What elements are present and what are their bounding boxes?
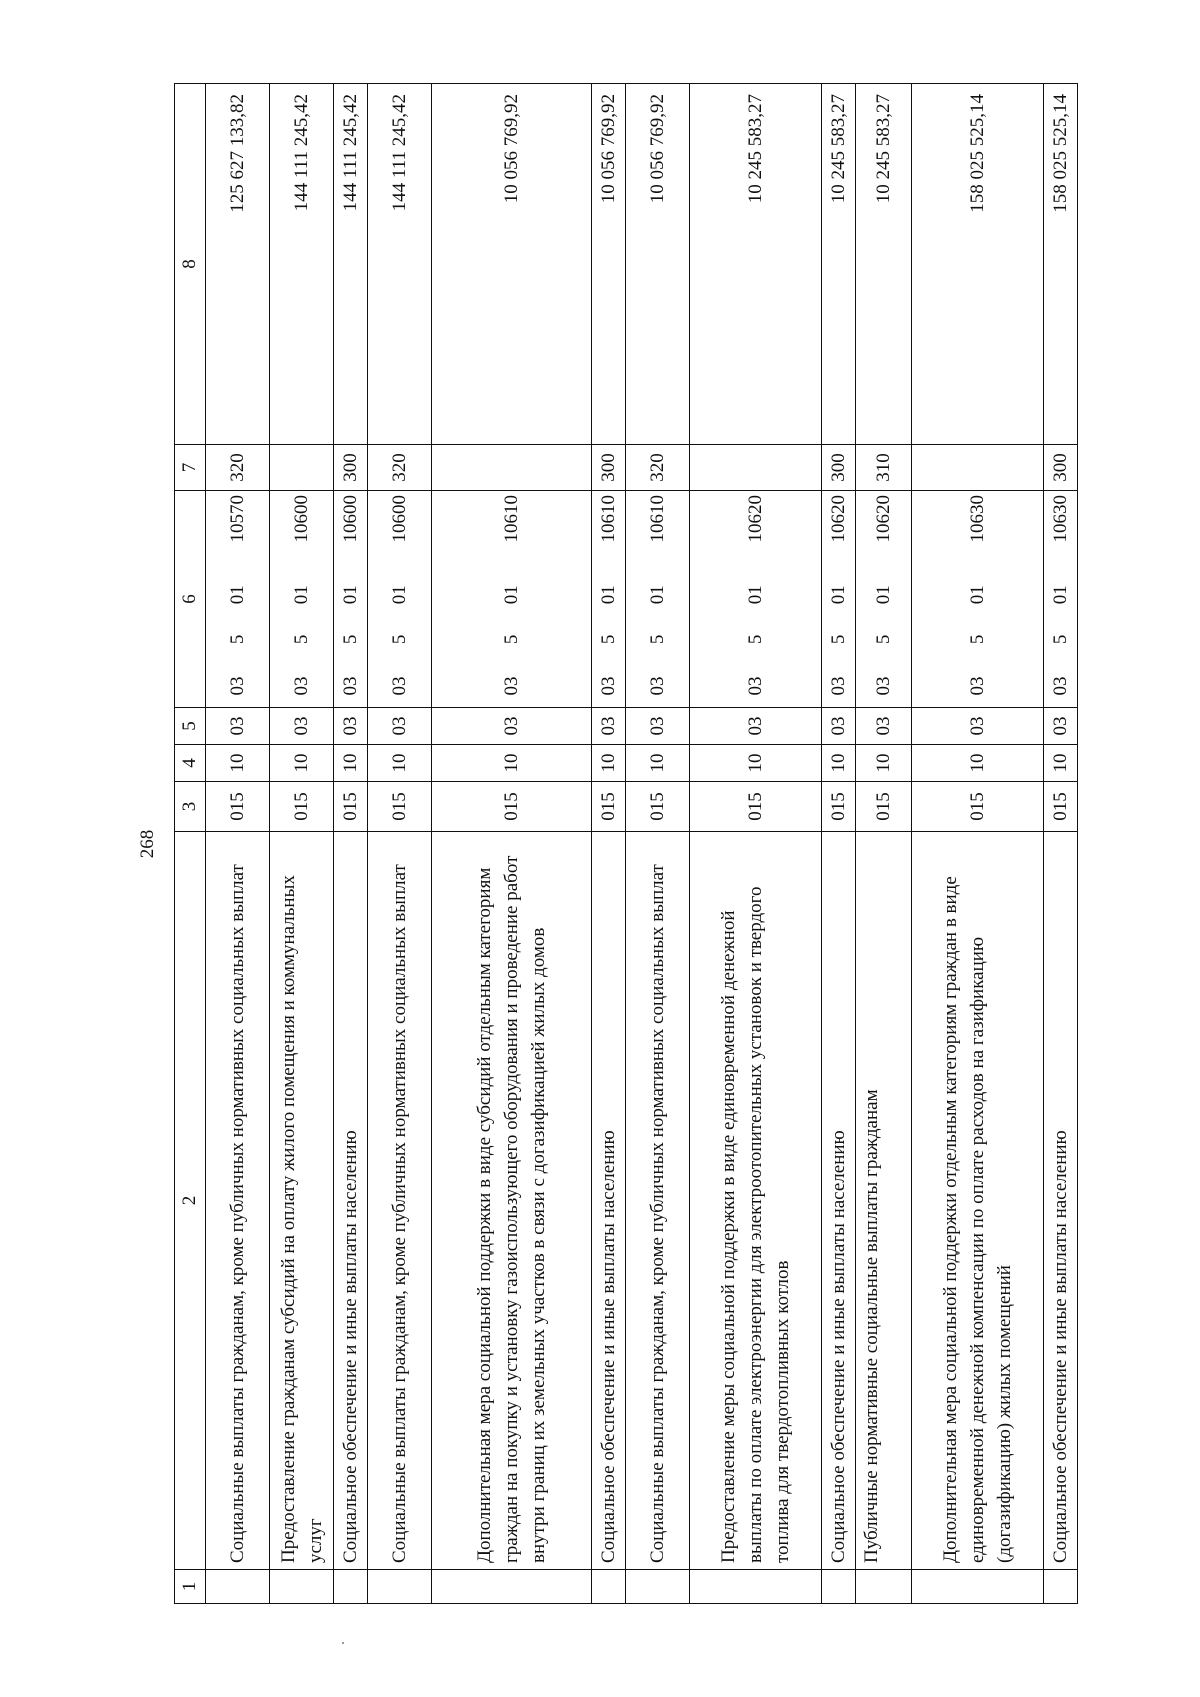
cell-col-5: 03 [912,708,1044,745]
code-part: 03 [226,676,248,696]
cell-col-5: 03 [822,708,856,745]
cell-col-6 [856,491,912,708]
code-part: 10620 [744,495,766,543]
cell-amount: 158 025 525,14 [1044,84,1078,445]
cell-col-1 [912,1570,1044,1604]
cell-col-1 [368,1570,432,1604]
table-row [432,84,592,1604]
header-row [175,84,206,1604]
header-col-5: 5 [175,708,206,745]
cell-col-5: 03 [270,708,334,745]
cell-amount: 158 025 525,14 [912,84,1044,445]
code-part: 10600 [339,495,361,543]
cell-col-5: 03 [206,708,270,745]
code-part: 5 [966,634,988,645]
code-part: 03 [966,676,988,696]
table-row [334,84,368,1604]
header-col-4: 4 [175,745,206,782]
cell-col-6 [270,491,334,708]
cell-col-1 [432,1570,592,1604]
cell-name: Социальное обеспечение и иные выплаты населению [822,832,856,1570]
budget-table [174,83,1078,1604]
code-part: 01 [597,585,619,605]
cell-col-4: 10 [270,745,334,782]
code-part: 01 [827,585,849,605]
cell-col-7: 320 [626,445,690,491]
code-part: 10630 [966,495,988,543]
cell-amount: 144 111 245,42 [334,84,368,445]
cell-col-5: 03 [334,708,368,745]
cell-amount: 10 245 583,27 [856,84,912,445]
cell-col-3: 015 [856,782,912,832]
table-row [856,84,912,1604]
code-part: 03 [290,676,312,696]
cell-col-3: 015 [1044,782,1078,832]
code-part: 01 [339,585,361,605]
cell-col-5: 03 [690,708,822,745]
code-part: 03 [597,676,619,696]
cell-col-7: 320 [368,445,432,491]
code-part: 5 [290,634,312,645]
cell-col-7: 300 [592,445,626,491]
code-part: 01 [226,585,248,605]
cell-col-7: 300 [334,445,368,491]
cell-col-4: 10 [1044,745,1078,782]
cell-col-4: 10 [206,745,270,782]
cell-col-3: 015 [270,782,334,832]
header-col-7: 7 [175,445,206,491]
code-part: 10630 [1049,495,1071,543]
code-part: 01 [872,585,894,605]
scan-speck [342,1642,344,1644]
code-part: 03 [744,676,766,696]
cell-amount: 10 245 583,27 [822,84,856,445]
table-row [206,84,270,1604]
code-part: 5 [827,634,849,645]
cell-col-1 [334,1570,368,1604]
code-part: 5 [744,634,766,645]
cell-amount: 144 111 245,42 [270,84,334,445]
code-part: 5 [388,634,410,645]
cell-col-7: 300 [822,445,856,491]
cell-col-4: 10 [626,745,690,782]
cell-name: Социальное обеспечение и иные выплаты населению [334,832,368,1570]
code-part: 10600 [290,495,312,543]
code-part: 10610 [646,495,668,543]
code-part: 03 [339,676,361,696]
code-part: 03 [1049,676,1071,696]
cell-col-6 [1044,491,1078,708]
cell-col-3: 015 [626,782,690,832]
header-col-6: 6 [175,491,206,708]
code-part: 01 [646,585,668,605]
cell-col-1 [856,1570,912,1604]
cell-col-5: 03 [626,708,690,745]
cell-col-3: 015 [432,782,592,832]
code-part: 10600 [388,495,410,543]
cell-col-6 [206,491,270,708]
cell-col-6 [626,491,690,708]
cell-amount: 144 111 245,42 [368,84,432,445]
table-row [690,84,822,1604]
cell-col-4: 10 [822,745,856,782]
cell-amount: 125 627 133,82 [206,84,270,445]
cell-name: Социальное обеспечение и иные выплаты населению [1044,832,1078,1570]
code-part: 03 [388,676,410,696]
table-row [822,84,856,1604]
code-part: 03 [872,676,894,696]
code-part: 01 [388,585,410,605]
cell-name: Социальное обеспечение и иные выплаты населению [592,832,626,1570]
header-col-3: 3 [175,782,206,832]
code-part: 03 [500,676,522,696]
cell-col-1 [626,1570,690,1604]
cell-col-5: 03 [432,708,592,745]
code-part: 10620 [827,495,849,543]
cell-col-3: 015 [912,782,1044,832]
code-part: 5 [226,634,248,645]
cell-name: Социальные выплаты гражданам, кроме публичных нормативных социальных выплат [206,832,270,1570]
cell-col-7: 300 [1044,445,1078,491]
cell-name: Дополнительная мера социальной поддержки в виде субсидий отдельным категориям граждан на покупку и установку газоиспользующего оборудования и проведение работ внутри границ их земельных участков в связи с догазификацией жилых домов [432,832,592,1570]
code-part: 03 [827,676,849,696]
header-col-1: 1 [175,1570,206,1604]
table-row [270,84,334,1604]
rotated-page [134,84,1144,1604]
cell-col-6 [432,491,592,708]
cell-col-4: 10 [856,745,912,782]
cell-col-5: 03 [368,708,432,745]
cell-col-3: 015 [334,782,368,832]
cell-col-4: 10 [912,745,1044,782]
cell-col-7: 310 [856,445,912,491]
cell-col-6 [822,491,856,708]
cell-name: Дополнительная мера социальной поддержки отдельным категориям граждан в виде единовременной денежной компенсации по оплате расходов на газификацию (догазификацию) жилых помещений [912,832,1044,1570]
table-row [1044,84,1078,1604]
code-part: 01 [500,585,522,605]
cell-col-6 [368,491,432,708]
cell-col-5: 03 [592,708,626,745]
cell-name: Предоставление меры социальной поддержки в виде единовременной денежной выплаты по оплате электроэнергии для электроотопительных установок и твердого топлива для твердотопливных котлов [690,832,822,1570]
header-col-8: 8 [175,84,206,445]
code-part: 01 [744,585,766,605]
cell-col-3: 015 [592,782,626,832]
cell-col-7 [690,445,822,491]
cell-col-4: 10 [432,745,592,782]
cell-name: Публичные нормативные социальные выплаты гражданам [856,832,912,1570]
cell-amount: 10 056 769,92 [592,84,626,445]
cell-col-6 [592,491,626,708]
cell-name: Предоставление гражданам субсидий на оплату жилого помещения и коммунальных услуг [270,832,334,1570]
cell-col-3: 015 [368,782,432,832]
code-part: 5 [646,634,668,645]
cell-col-4: 10 [334,745,368,782]
cell-amount: 10 245 583,27 [690,84,822,445]
page-number: 268 [137,829,158,859]
cell-amount: 10 056 769,92 [626,84,690,445]
code-part: 10610 [597,495,619,543]
cell-col-4: 10 [690,745,822,782]
code-part: 5 [597,634,619,645]
cell-col-1 [1044,1570,1078,1604]
code-part: 01 [290,585,312,605]
code-part: 5 [339,634,361,645]
code-part: 10610 [500,495,522,543]
header-col-2: 2 [175,832,206,1570]
code-part: 03 [646,676,668,696]
code-part: 5 [872,634,894,645]
code-part: 5 [500,634,522,645]
cell-col-3: 015 [206,782,270,832]
cell-col-4: 10 [592,745,626,782]
cell-col-7 [912,445,1044,491]
cell-col-4: 10 [368,745,432,782]
cell-col-1 [822,1570,856,1604]
code-part: 10620 [872,495,894,543]
table-row [592,84,626,1604]
cell-col-7 [270,445,334,491]
cell-col-5: 03 [1044,708,1078,745]
cell-col-1 [270,1570,334,1604]
cell-col-7: 320 [206,445,270,491]
cell-col-1 [592,1570,626,1604]
cell-col-3: 015 [690,782,822,832]
code-part: 01 [966,585,988,605]
cell-col-7 [432,445,592,491]
code-part: 5 [1049,634,1071,645]
table-row [368,84,432,1604]
cell-col-3: 015 [822,782,856,832]
cell-col-6 [334,491,368,708]
cell-col-5: 03 [856,708,912,745]
cell-amount: 10 056 769,92 [432,84,592,445]
code-part: 10570 [226,495,248,543]
code-part: 01 [1049,585,1071,605]
cell-name: Социальные выплаты гражданам, кроме публичных нормативных социальных выплат [368,832,432,1570]
table-row [626,84,690,1604]
cell-col-6 [912,491,1044,708]
table-row [912,84,1044,1604]
cell-col-1 [690,1570,822,1604]
cell-col-1 [206,1570,270,1604]
cell-name: Социальные выплаты гражданам, кроме публичных нормативных социальных выплат [626,832,690,1570]
cell-col-6 [690,491,822,708]
